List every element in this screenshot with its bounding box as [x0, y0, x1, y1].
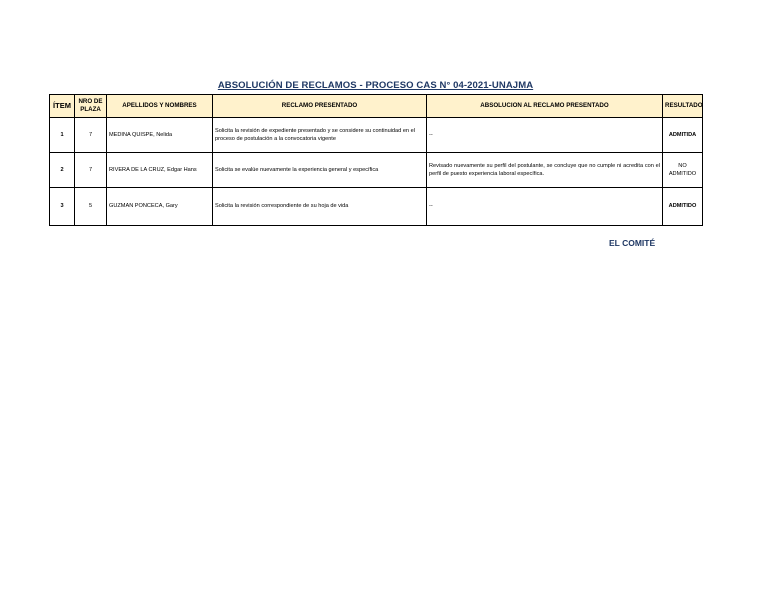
cell-response: Revisado nuevamente su perfil del postulante, se concluye que no cumple ni acredita con el perfil de puesto experiencia laboral específica. [427, 153, 663, 188]
cell-item: 1 [50, 118, 75, 153]
cell-item: 3 [50, 188, 75, 226]
cell-names: RIVERA DE LA CRUZ, Edgar Hans [107, 153, 213, 188]
header-response: ABSOLUCION AL RECLAMO PRESENTADO [427, 95, 663, 118]
claims-table [49, 94, 703, 226]
cell-names: MEDINA QUISPE, Nelida [107, 118, 213, 153]
table-row [50, 153, 703, 188]
committee-signature: EL COMITÉ [609, 238, 656, 248]
table-header-row [50, 95, 703, 118]
cell-plaza: 7 [75, 153, 107, 188]
cell-plaza: 5 [75, 188, 107, 226]
cell-result: ADMITIDO [663, 188, 703, 226]
cell-claim: Solicita la revisión correspondiente de su hoja de vida [213, 188, 427, 226]
cell-claim: Solicita se evalúe nuevamente la experiencia general y específica [213, 153, 427, 188]
header-item: ÍTEM [50, 95, 75, 118]
table-row [50, 118, 703, 153]
header-plaza: NRO DE PLAZA [75, 95, 107, 118]
cell-response: -- [427, 118, 663, 153]
cell-result: NO ADMITIDO [663, 153, 703, 188]
header-claim: RECLAMO PRESENTADO [213, 95, 427, 118]
header-names: APELLIDOS Y NOMBRES [107, 95, 213, 118]
cell-claim: Solicita la revisión de expediente presentado y se considere su continuidad en el proceso de postulación a la convocatoria vigente [213, 118, 427, 153]
cell-names: GUZMAN PONCECA, Gary [107, 188, 213, 226]
table-row [50, 188, 703, 226]
header-result: RESULTADO [663, 95, 703, 118]
cell-plaza: 7 [75, 118, 107, 153]
cell-response: -- [427, 188, 663, 226]
cell-item: 2 [50, 153, 75, 188]
cell-result: ADMITIDA [663, 118, 703, 153]
document-title: ABSOLUCIÓN DE RECLAMOS - PROCESO CAS N° 04-2021-UNAJMA [217, 80, 534, 91]
